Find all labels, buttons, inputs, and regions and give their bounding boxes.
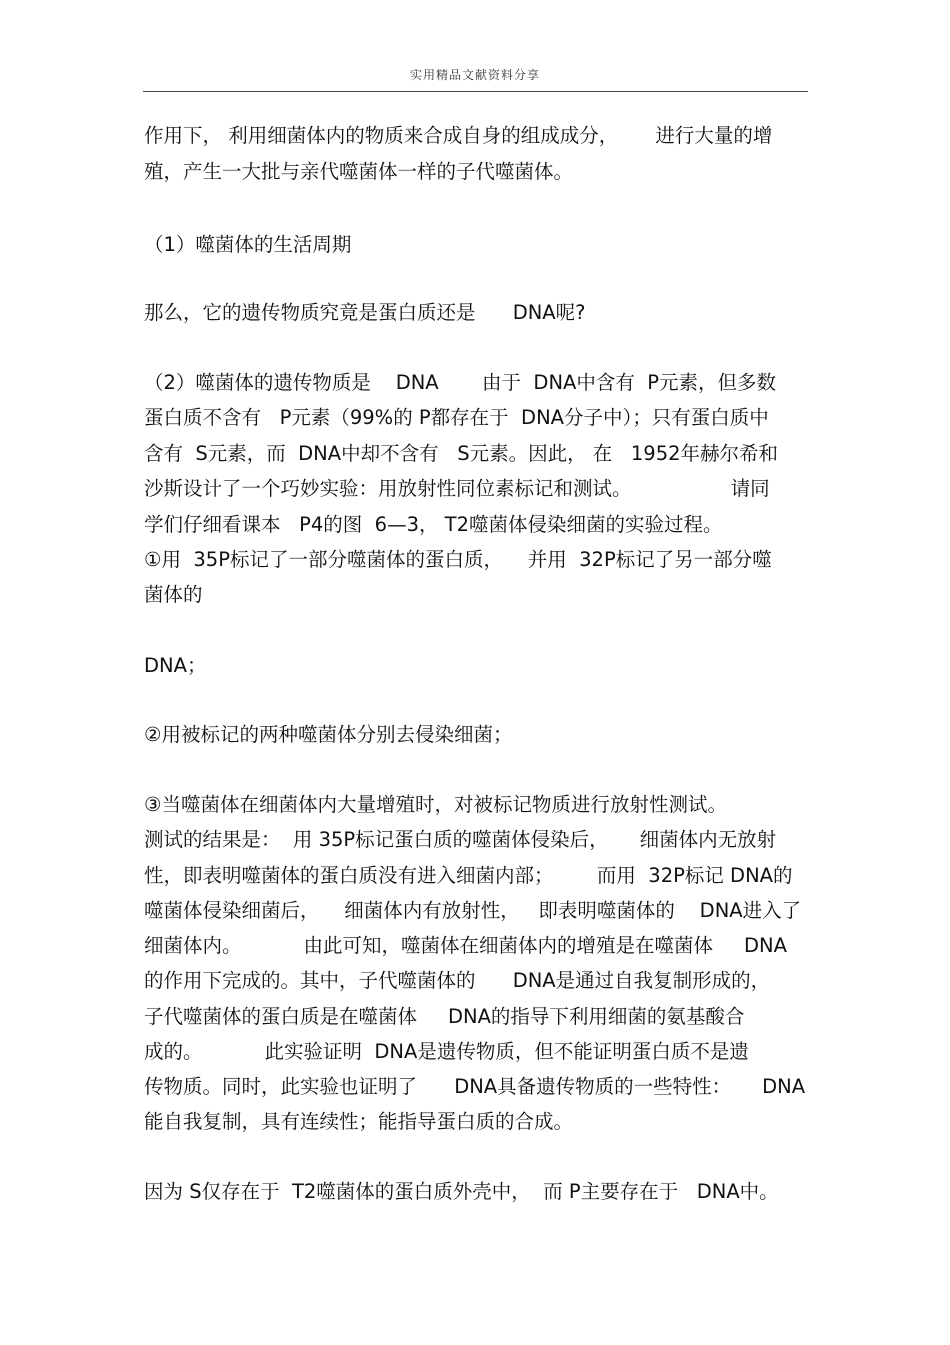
text-line: 能自我复制，具有连续性；能指导蛋白质的合成。 — [144, 1110, 574, 1133]
text-line: 沙斯设计了一个巧妙实验：用放射性同位素标记和测试。 请同 — [144, 477, 770, 500]
page-header: 实用精品文献资料分享 — [409, 68, 540, 82]
text-line: 噬菌体侵染细菌后， 细菌体内有放射性， 即表明噬菌体的 DNA进入了 — [144, 899, 802, 922]
text-line: 蛋白质不含有 P元素（99%的 P都存在于 DNA分子中）；只有蛋白质中 — [144, 406, 769, 429]
text-line: 成的。 此实验证明 DNA是遗传物质，但不能证明蛋白质不是遗 — [144, 1040, 749, 1063]
text-line: 菌体的 — [144, 583, 203, 606]
text-line: 因为 S仅存在于 T2噬菌体的蛋白质外壳中， 而 P主要存在于 DNA中。 — [144, 1180, 779, 1203]
text-line: 殖，产生一大批与亲代噬菌体一样的子代噬菌体。 — [144, 160, 574, 183]
text-line: 作用下， 利用细菌体内的物质来合成自身的组成成分， 进行大量的增 — [144, 124, 773, 147]
text-line: （1）噬菌体的生活周期 — [144, 233, 352, 256]
text-line: ③当噬菌体在细菌体内大量增殖时，对被标记物质进行放射性测试。 — [144, 793, 727, 816]
text-line: 测试的结果是： 用 35P标记蛋白质的噬菌体侵染后， 细菌体内无放射 — [144, 828, 777, 851]
text-line: 含有 S元素，而 DNA中却不含有 S元素。因此， 在 1952年赫尔希和 — [144, 442, 779, 465]
text-line: 细菌体内。 由此可知，噬菌体在细菌体内的增殖是在噬菌体 DNA — [144, 934, 787, 957]
text-line: 学们仔细看课本 P4的图 6—3， T2噬菌体侵染细菌的实验过程。 — [144, 513, 723, 536]
text-line: 的作用下完成的。其中，子代噬菌体的 DNA是通过自我复制形成的， — [144, 969, 771, 992]
text-line: DNA； — [144, 654, 207, 677]
text-line: （2）噬菌体的遗传物质是 DNA 由于 DNA中含有 P元素，但多数 — [144, 371, 777, 394]
header-divider — [143, 91, 808, 92]
text-line: 传物质。同时，此实验也证明了 DNA具备遗传物质的一些特性： DNA — [144, 1075, 806, 1098]
text-line: 子代噬菌体的蛋白质是在噬菌体 DNA的指导下利用细菌的氨基酸合 — [144, 1005, 745, 1028]
text-line: ①用 35P标记了一部分噬菌体的蛋白质， 并用 32P标记了另一部分噬 — [144, 548, 772, 571]
text-line: 那么，它的遗传物质究竟是蛋白质还是 DNA呢? — [144, 301, 586, 324]
text-line: 性，即表明噬菌体的蛋白质没有进入细菌内部； 而用 32P标记 DNA的 — [144, 864, 793, 887]
text-line: ②用被标记的两种噬菌体分别去侵染细菌； — [144, 723, 513, 746]
